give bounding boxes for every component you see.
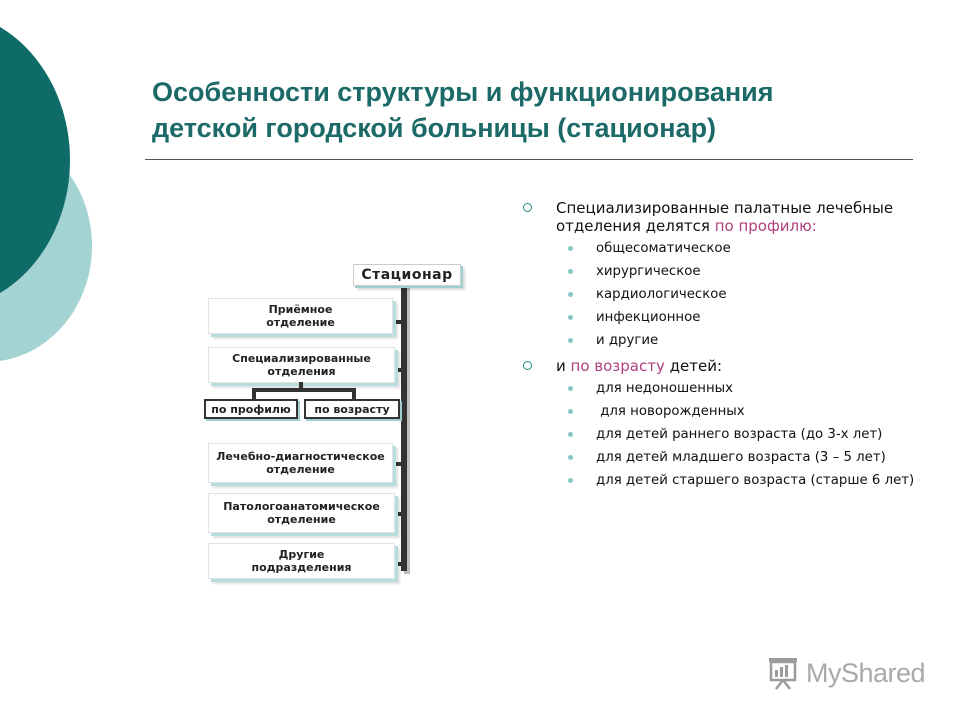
connector-reception xyxy=(393,320,403,324)
bullet-item-profile xyxy=(520,199,920,235)
diagram-trunk-line xyxy=(401,285,407,571)
sub-item xyxy=(520,310,920,326)
sub-item xyxy=(520,427,920,443)
title-line-2: детской городской больницы (стационар) xyxy=(152,113,717,143)
dot-bullet-icon xyxy=(568,478,573,483)
sub-item-text: для детей раннего возраста (до 3-х лет) xyxy=(596,427,883,442)
dot-bullet-icon xyxy=(568,315,573,320)
node-pathology-line2: отделение xyxy=(267,513,336,526)
node-other-line2: подразделения xyxy=(251,561,352,574)
node-specialized-line1: Специализированные xyxy=(232,352,371,365)
sub-item-text: и другие xyxy=(596,333,659,348)
ring-bullet-icon xyxy=(523,361,532,370)
sub-item xyxy=(520,264,920,280)
node-pathology xyxy=(208,493,395,533)
node-reception xyxy=(208,298,393,334)
logo-text: MyShared xyxy=(806,657,926,688)
dot-bullet-icon xyxy=(568,409,573,414)
sub-item-text: для недоношенных xyxy=(596,381,734,396)
connector-specialized xyxy=(395,368,403,372)
node-pathology-line1: Патологоанатомическое xyxy=(223,500,380,513)
bullet-item-profile-text: Специализированные палатные лечебные отделения делятся xyxy=(556,199,894,235)
node-treatment-diagnostic xyxy=(208,443,393,483)
sub-item-text: кардиологическое xyxy=(596,287,727,302)
node-treatment-line1: Лечебно-диагностическое xyxy=(216,450,385,463)
bullet-item-age-prefix: и xyxy=(556,357,566,375)
sub-item xyxy=(520,241,920,257)
node-reception-line1: Приёмное xyxy=(268,303,333,316)
connector-treatment xyxy=(393,462,403,466)
bullet-item-age-suffix: детей: xyxy=(669,357,723,375)
dot-bullet-icon xyxy=(568,246,573,251)
node-treatment-line2: отделение xyxy=(266,463,335,476)
connector-pathology xyxy=(395,512,403,516)
node-other-line1: Другие xyxy=(278,548,325,561)
myshared-logo[interactable] xyxy=(766,656,925,690)
sub-item xyxy=(520,333,920,349)
highlight-profile-colon: : xyxy=(811,217,817,235)
ring-bullet-icon xyxy=(523,203,532,212)
dot-bullet-icon xyxy=(568,292,573,297)
sub-item-text: хирургическое xyxy=(596,264,701,279)
sub-item xyxy=(520,450,920,466)
dot-bullet-icon xyxy=(568,269,573,274)
sub-item xyxy=(520,404,920,420)
subtree-bar xyxy=(252,388,356,392)
sub-item-text: для детей младшего возраста (3 – 5 лет) xyxy=(596,450,886,465)
dot-bullet-icon xyxy=(568,386,573,391)
node-by-age: по возрасту xyxy=(304,399,400,419)
dot-bullet-icon xyxy=(568,338,573,343)
node-root-inpatient: Стационар xyxy=(353,264,461,286)
sub-item xyxy=(520,381,920,397)
node-other-units xyxy=(208,543,395,579)
sub-item xyxy=(520,473,920,489)
connector-other xyxy=(395,562,403,566)
sub-item-text: для новорожденных xyxy=(596,404,745,419)
sub-item-text: инфекционное xyxy=(596,310,701,325)
sub-item-text: для детей старшего возраста (старше 6 лет) xyxy=(596,473,915,488)
dot-bullet-icon xyxy=(568,432,573,437)
highlight-age: по возрасту xyxy=(570,357,665,375)
sub-item xyxy=(520,287,920,303)
dot-bullet-icon xyxy=(568,455,573,460)
node-specialized xyxy=(208,347,395,383)
node-by-profile: по профилю xyxy=(204,399,298,419)
sub-item-text: общесоматическое xyxy=(596,241,731,256)
bullet-list xyxy=(520,199,920,489)
bullet-item-age xyxy=(520,357,920,375)
highlight-profile: по профилю xyxy=(714,217,812,235)
node-specialized-line2: отделения xyxy=(267,365,336,378)
node-reception-line2: отделение xyxy=(266,316,335,329)
presentation-board-icon xyxy=(766,656,800,690)
title-line-1: Особенности структуры и функционирования xyxy=(152,77,774,107)
